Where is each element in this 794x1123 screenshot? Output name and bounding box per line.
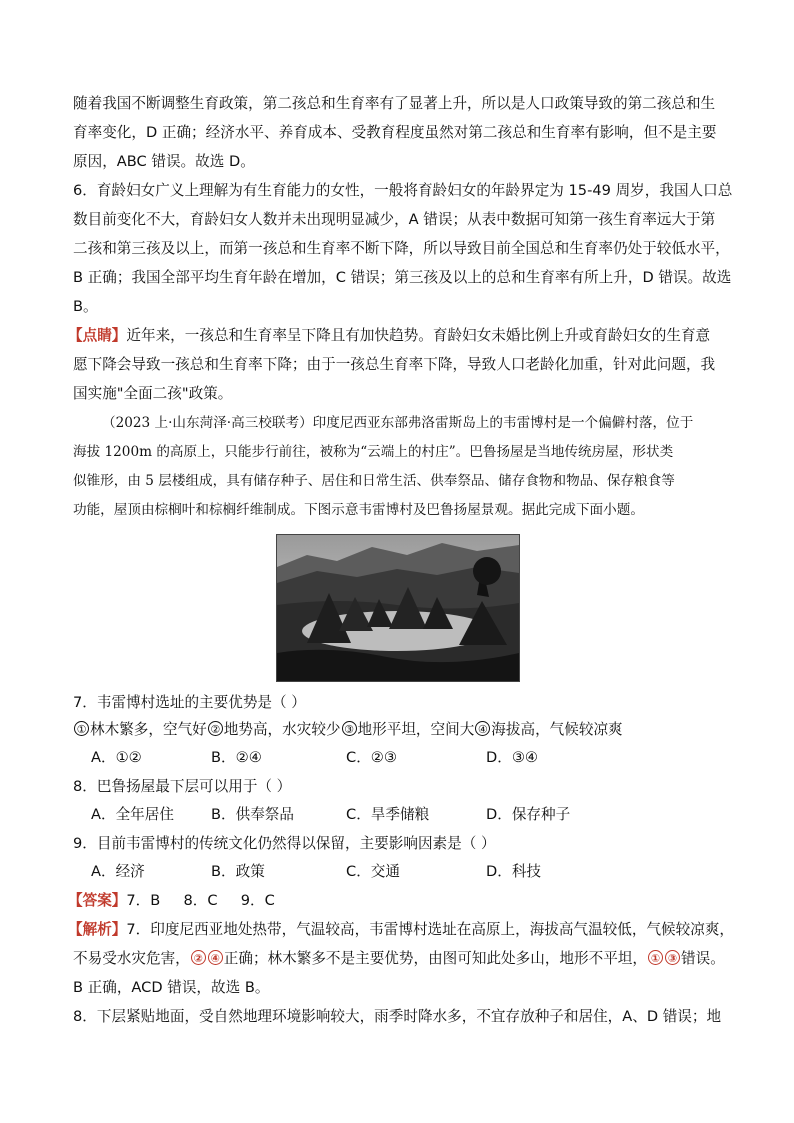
answer-tag: 【答案】 [68, 892, 127, 909]
passage-line-3: 似锥形，由 5 层楼组成，具有储存种子、居住和日常生活、供奉祭品、储存食物和物品、保存粮食等 [73, 473, 675, 489]
q8-option-a: A．全年居住 [91, 806, 174, 823]
dianjing-tag: 【点睛】 [68, 327, 127, 344]
circled-2: ② [208, 721, 223, 736]
passage-line-2: 海拔 1200m 的高原上，只能步行前往，被称为“云端上的村庄”。巴鲁扬屋是当地传统房屋，形状类 [73, 444, 674, 460]
passage-line-1: （2023 上·山东菏泽·高三校联考）印度尼西亚东部弗洛雷斯岛上的韦雷博村是一个偏僻村落，位于 [102, 415, 694, 431]
q7-option-b: B．②④ [211, 749, 262, 766]
q6-line-3: 二孩和第三孩及以上，而第一孩总和生育率不断下降，所以导致目前全国总和生育率仍处于较低水平， [73, 240, 730, 257]
analysis-tag: 【解析】 [68, 921, 127, 938]
q8-stem: 8．巴鲁扬屋最下层可以用于（ ） [73, 778, 292, 795]
q6-line-5: B。 [73, 298, 98, 315]
analysis-line-4: 8．下层紧贴地面，受自然地理环境影响较大，雨季时降水多，不宜存放种子和居住，A、D 错误；地 [73, 1008, 722, 1025]
dianjing-line-1: 【点睛】近年来，一孩总和生育率呈下降且有加快趋势。育龄妇女未婚比例上升或育龄妇女的生育意 [68, 327, 711, 344]
dianjing-line-2: 愿下降会导致一孩总和生育率下降；由于一孩总生育率下降，导致人口老龄化加重，针对此问题，我 [73, 356, 716, 373]
q8-option-c: C．旱季储粮 [346, 806, 430, 823]
q9-option-d: D．科技 [486, 863, 542, 880]
village-landscape-image [277, 535, 519, 681]
q6-line-1: 6．育龄妇女广义上理解为有生育能力的女性，一般将育龄妇女的年龄界定为 15-49 周岁，我国人口总 [73, 182, 733, 199]
analysis-line-2: 不易受水灾危害， ② ④ 正确；林木繁多不是主要优势，由图可知此处多山，地形不平坦， ① ③ 错误。 [73, 950, 725, 967]
circled-4-red: ④ [208, 950, 223, 965]
q8-option-d: D．保存种子 [486, 806, 571, 823]
circled-3: ③ [342, 721, 357, 736]
village-photo [276, 534, 520, 682]
q5-tail-line-3: 原因，ABC 错误。故选 D。 [73, 153, 255, 170]
q7-option-c: C．②③ [346, 749, 397, 766]
dianjing-line-3: 国实施"全面二孩"政策。 [73, 385, 233, 402]
circled-2-red: ② [191, 950, 206, 965]
passage-line-4: 功能，屋顶由棕榈叶和棕榈纤维制成。下图示意韦雷博村及巴鲁扬屋景观。据此完成下面小题。 [73, 502, 644, 518]
q8-option-b: B．供奉祭品 [211, 806, 294, 823]
analysis-line-1: 【解析】7．印度尼西亚地处热带，气温较高，韦雷博村选址在高原上，海拔高气温较低，气候较凉爽， [68, 921, 735, 938]
answer-text: 7．B 8．C 9．C [126, 892, 275, 909]
q5-tail-line-2: 育率变化，D 正确；经济水平、养育成本、受教育程度虽然对第二孩总和生育率有影响，但不是主要 [73, 124, 717, 141]
q5-tail-line-1: 随着我国不断调整生育政策，第二孩总和生育率有了显著上升，所以是人口政策导致的第二孩总和生 [73, 95, 716, 112]
circled-3-red: ③ [665, 950, 680, 965]
circled-1: ① [74, 721, 89, 736]
q7-stem: 7．韦雷博村选址的主要优势是（ ） [73, 694, 306, 711]
circled-1-red: ① [648, 950, 663, 965]
answer-line [68, 887, 718, 915]
q9-option-b: B．政策 [211, 863, 265, 880]
q6-line-4: B 正确；我国全部平均生育年龄在增加，C 错误；第三孩及以上的总和生育率有所上升，D 错误。故选 [73, 269, 732, 286]
q7-option-d: D．③④ [486, 749, 538, 766]
q7-statements: ① 林木繁多，空气好 ② 地势高，水灾较少 ③ 地形平坦，空间大 ④ 海拔高，气候较凉爽 [73, 716, 723, 744]
q9-option-c: C．交通 [346, 863, 400, 880]
q7-option-a: A．①② [91, 749, 142, 766]
circled-4: ④ [475, 721, 490, 736]
q9-stem: 9．目前韦雷博村的传统文化仍然得以保留，主要影响因素是（ ） [73, 835, 496, 852]
q9-option-a: A．经济 [91, 863, 145, 880]
q6-line-2: 数目前变化不大，育龄妇女人数并未出现明显减少，A 错误；从表中数据可知第一孩生育率远大于第 [73, 211, 716, 228]
analysis-line-3: B 正确，ACD 错误，故选 B。 [73, 979, 270, 996]
